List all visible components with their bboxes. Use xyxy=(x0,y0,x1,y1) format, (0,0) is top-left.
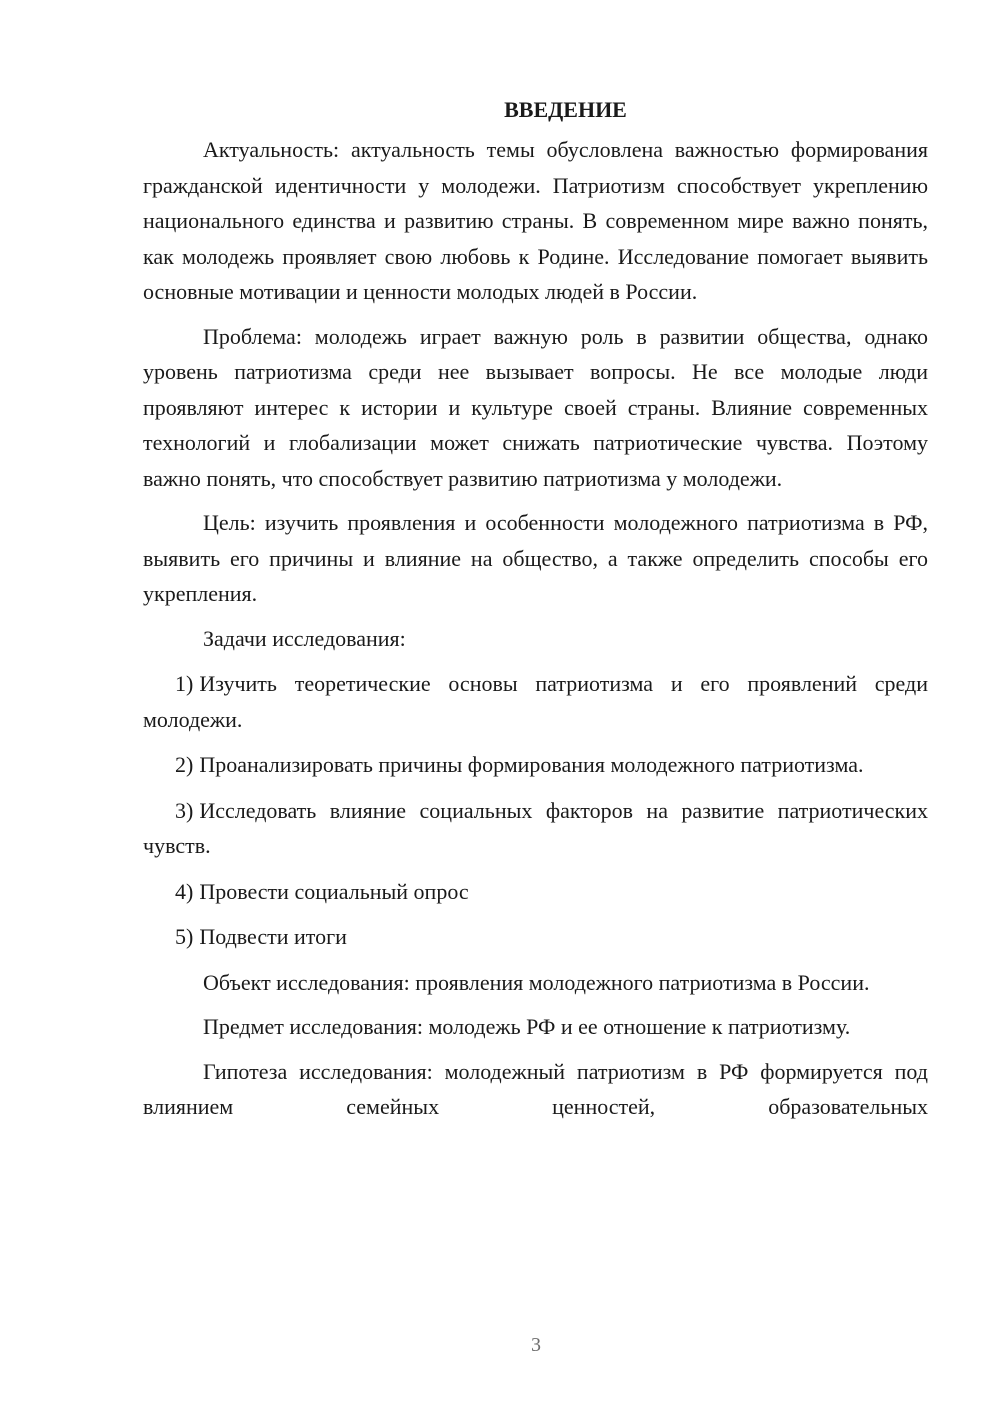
page-number: 3 xyxy=(531,1334,541,1356)
paragraph-subject: Предмет исследования: молодежь РФ и ее отношение к патриотизму. xyxy=(203,1014,851,1039)
task-number: 3) xyxy=(175,797,194,823)
task-item-2 xyxy=(143,747,928,783)
tasks-heading: Задачи исследования: xyxy=(203,625,406,651)
page-title: ВВЕДЕНИЕ xyxy=(504,97,627,122)
paragraph-hypothesis: Гипотеза исследования: молодежный патриотизм в РФ формируется под влиянием семейных ценностей, образовательных xyxy=(143,1058,928,1119)
paragraph-goal: Цель: изучить проявления и особенности молодежного патриотизма в РФ, выявить его причины и влияние на общество, а также определить способы его укрепления. xyxy=(143,510,928,606)
task-text: Изучить теоретические основы патриотизма и его проявлений среди молодежи. xyxy=(143,671,928,732)
task-text: Подвести итоги xyxy=(199,924,347,949)
task-number: 1) xyxy=(175,671,194,696)
paragraph-problem: Проблема: молодежь играет важную роль в развитии общества, однако уровень патриотизма среди нее вызывает вопросы. Не все молодые люди проявляют интерес к истории и культуре своей страны. Влияние современных технологий и глобализации может снижать патриотические чувства. Поэтому важно понять, что способствует развитию патриотизма у молодежи. xyxy=(143,323,928,491)
task-item-5 xyxy=(143,919,928,955)
document-page xyxy=(143,92,928,1134)
task-item-3 xyxy=(143,793,928,864)
task-item-1 xyxy=(143,666,928,737)
task-text: Провести социальный опрос xyxy=(199,878,469,904)
task-number: 5) xyxy=(175,924,194,949)
task-text: Исследовать влияние социальных факторов на развитие патриотических чувств. xyxy=(143,797,928,858)
task-item-4 xyxy=(143,874,928,910)
task-number: 4) xyxy=(175,878,194,904)
paragraph-relevance: Актуальность: актуальность темы обусловлена важностью формирования гражданской идентичности у молодежи. Патриотизм способствует укреплению национального единства и развитию страны. В современном мире важно понять, как молодежь проявляет свою любовь к Родине. Исследование помогает выявить основные мотивации и ценности молодых людей в России. xyxy=(143,137,928,304)
task-text: Проанализировать причины формирования молодежного патриотизма. xyxy=(199,752,864,777)
task-number: 2) xyxy=(175,752,194,777)
paragraph-object: Объект исследования: проявления молодежного патриотизма в России. xyxy=(203,969,870,995)
